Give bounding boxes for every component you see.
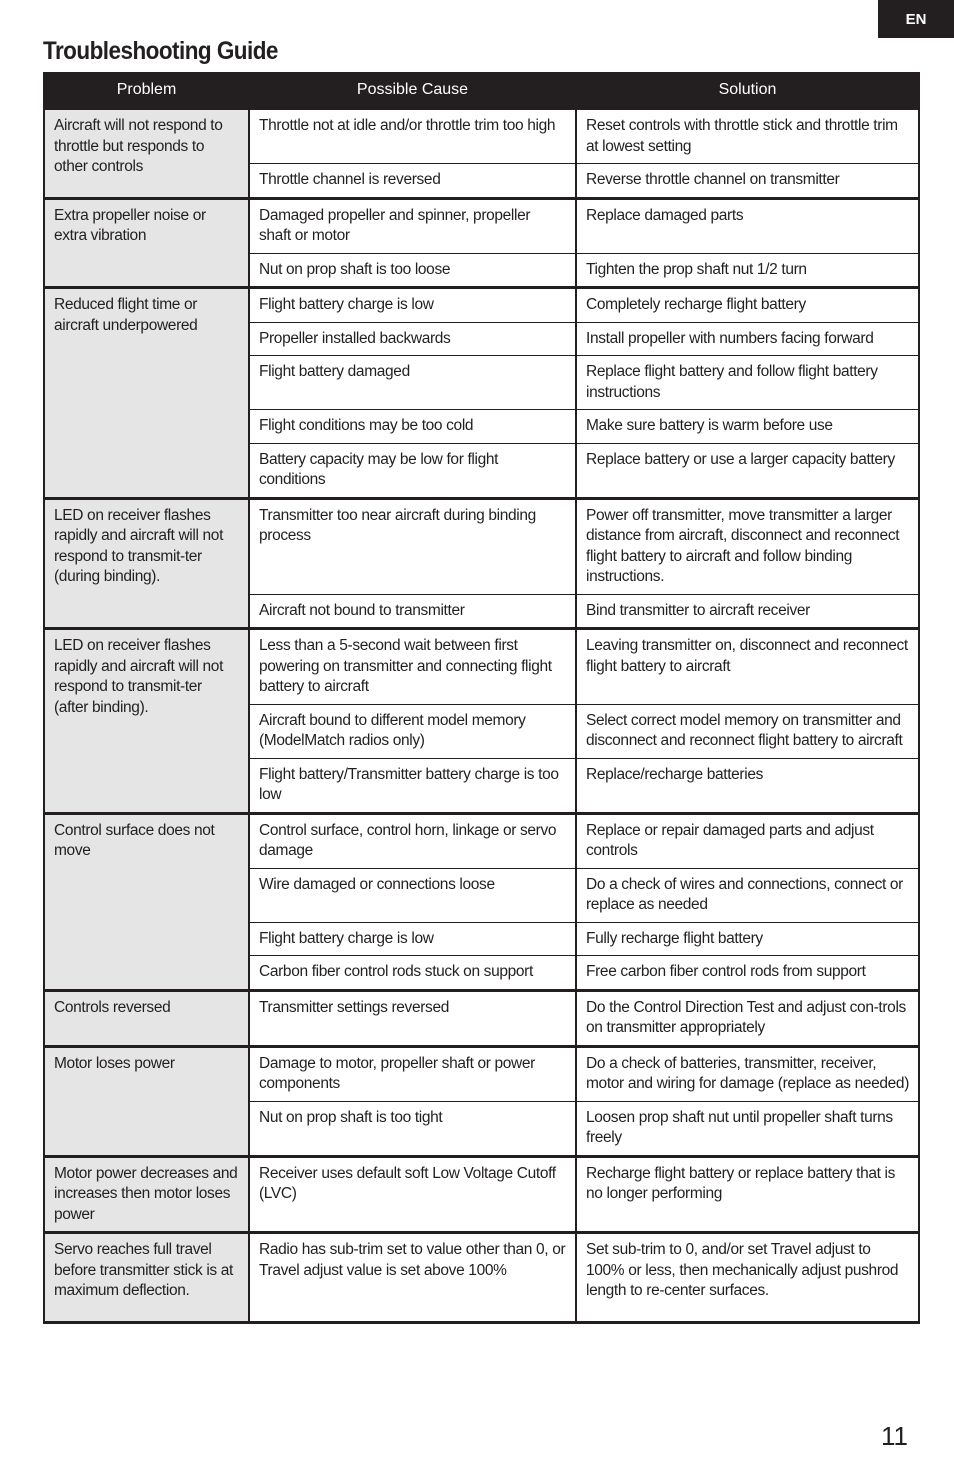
cause-cell: Control surface, control horn, linkage or servo damage	[249, 813, 576, 868]
solution-cell: Replace or repair damaged parts and adjust controls	[576, 813, 919, 868]
solution-cell: Do the Control Direction Test and adjust con-trols on transmitter appropriately	[576, 990, 919, 1046]
solution-cell: Replace damaged parts	[576, 198, 919, 253]
table-header	[44, 73, 919, 109]
column-header-problem: Problem	[44, 73, 249, 109]
cause-cell: Nut on prop shaft is too tight	[249, 1101, 576, 1156]
problem-cell: LED on receiver flashes rapidly and aircraft will not respond to transmit-ter (during binding).	[44, 498, 249, 629]
solution-cell: Replace/recharge batteries	[576, 758, 919, 813]
problem-cell: Motor loses power	[44, 1046, 249, 1156]
cause-cell: Flight battery charge is low	[249, 922, 576, 956]
cause-cell: Damaged propeller and spinner, propeller shaft or motor	[249, 198, 576, 253]
table-row	[44, 498, 919, 594]
cause-cell: Transmitter too near aircraft during binding process	[249, 498, 576, 594]
cause-cell: Flight battery/Transmitter battery charge is too low	[249, 758, 576, 813]
column-header-solution: Solution	[576, 73, 919, 109]
solution-cell: Leaving transmitter on, disconnect and reconnect flight battery to aircraft	[576, 629, 919, 705]
solution-cell: Recharge flight battery or replace battery that is no longer performing	[576, 1156, 919, 1233]
problem-cell: Reduced flight time or aircraft underpowered	[44, 288, 249, 499]
solution-cell: Tighten the prop shaft nut 1/2 turn	[576, 253, 919, 288]
solution-cell: Select correct model memory on transmitter and disconnect and reconnect flight battery to aircraft	[576, 704, 919, 758]
page-title: Troubleshooting Guide	[43, 37, 278, 65]
cause-cell: Radio has sub-trim set to value other than 0, or Travel adjust value is set above 100%	[249, 1233, 576, 1323]
cause-cell: Propeller installed backwards	[249, 322, 576, 356]
table-row	[44, 813, 919, 868]
language-tab: EN	[878, 0, 954, 38]
cause-cell: Throttle not at idle and/or throttle trim too high	[249, 109, 576, 164]
troubleshooting-table	[43, 72, 920, 1324]
cause-cell: Transmitter settings reversed	[249, 990, 576, 1046]
cause-cell: Battery capacity may be low for flight conditions	[249, 443, 576, 498]
solution-cell: Free carbon fiber control rods from support	[576, 956, 919, 991]
problem-cell: LED on receiver flashes rapidly and aircraft will not respond to transmit-ter (after binding).	[44, 629, 249, 814]
cause-cell: Aircraft bound to different model memory (ModelMatch radios only)	[249, 704, 576, 758]
problem-cell: Extra propeller noise or extra vibration	[44, 198, 249, 288]
cause-cell: Aircraft not bound to transmitter	[249, 594, 576, 629]
solution-cell: Set sub-trim to 0, and/or set Travel adjust to 100% or less, then mechanically adjust pushrod length to re-center surfaces.	[576, 1233, 919, 1323]
problem-cell: Motor power decreases and increases then motor loses power	[44, 1156, 249, 1233]
solution-cell: Completely recharge flight battery	[576, 288, 919, 323]
cause-cell: Receiver uses default soft Low Voltage Cutoff (LVC)	[249, 1156, 576, 1233]
cause-cell: Wire damaged or connections loose	[249, 868, 576, 922]
solution-cell: Make sure battery is warm before use	[576, 410, 919, 444]
solution-cell: Power off transmitter, move transmitter a larger distance from aircraft, disconnect and reconnect flight battery to aircraft and follow binding instructions.	[576, 498, 919, 594]
table-row	[44, 288, 919, 323]
cause-cell: Flight battery damaged	[249, 356, 576, 410]
solution-cell: Do a check of wires and connections, connect or replace as needed	[576, 868, 919, 922]
solution-cell: Do a check of batteries, transmitter, receiver, motor and wiring for damage (replace as needed)	[576, 1046, 919, 1101]
cause-cell: Damage to motor, propeller shaft or power components	[249, 1046, 576, 1101]
solution-cell: Replace battery or use a larger capacity battery	[576, 443, 919, 498]
cause-cell: Flight battery charge is low	[249, 288, 576, 323]
cause-cell: Throttle channel is reversed	[249, 164, 576, 199]
table-row	[44, 1233, 919, 1323]
table-row	[44, 629, 919, 705]
table-row	[44, 1046, 919, 1101]
table-row	[44, 198, 919, 253]
problem-cell: Servo reaches full travel before transmitter stick is at maximum deflection.	[44, 1233, 249, 1323]
table-row	[44, 990, 919, 1046]
problem-cell: Controls reversed	[44, 990, 249, 1046]
solution-cell: Bind transmitter to aircraft receiver	[576, 594, 919, 629]
page-number: 11	[881, 1421, 908, 1451]
column-header-cause: Possible Cause	[249, 73, 576, 109]
solution-cell: Replace flight battery and follow flight battery instructions	[576, 356, 919, 410]
problem-cell: Aircraft will not respond to throttle but responds to other controls	[44, 109, 249, 199]
table-row	[44, 1156, 919, 1233]
cause-cell: Nut on prop shaft is too loose	[249, 253, 576, 288]
solution-cell: Install propeller with numbers facing forward	[576, 322, 919, 356]
solution-cell: Reverse throttle channel on transmitter	[576, 164, 919, 199]
table-row	[44, 109, 919, 164]
cause-cell: Less than a 5-second wait between first powering on transmitter and connecting flight battery to aircraft	[249, 629, 576, 705]
solution-cell: Loosen prop shaft nut until propeller shaft turns freely	[576, 1101, 919, 1156]
solution-cell: Reset controls with throttle stick and throttle trim at lowest setting	[576, 109, 919, 164]
table-body	[44, 109, 919, 1323]
solution-cell: Fully recharge flight battery	[576, 922, 919, 956]
problem-cell: Control surface does not move	[44, 813, 249, 990]
cause-cell: Flight conditions may be too cold	[249, 410, 576, 444]
cause-cell: Carbon fiber control rods stuck on support	[249, 956, 576, 991]
